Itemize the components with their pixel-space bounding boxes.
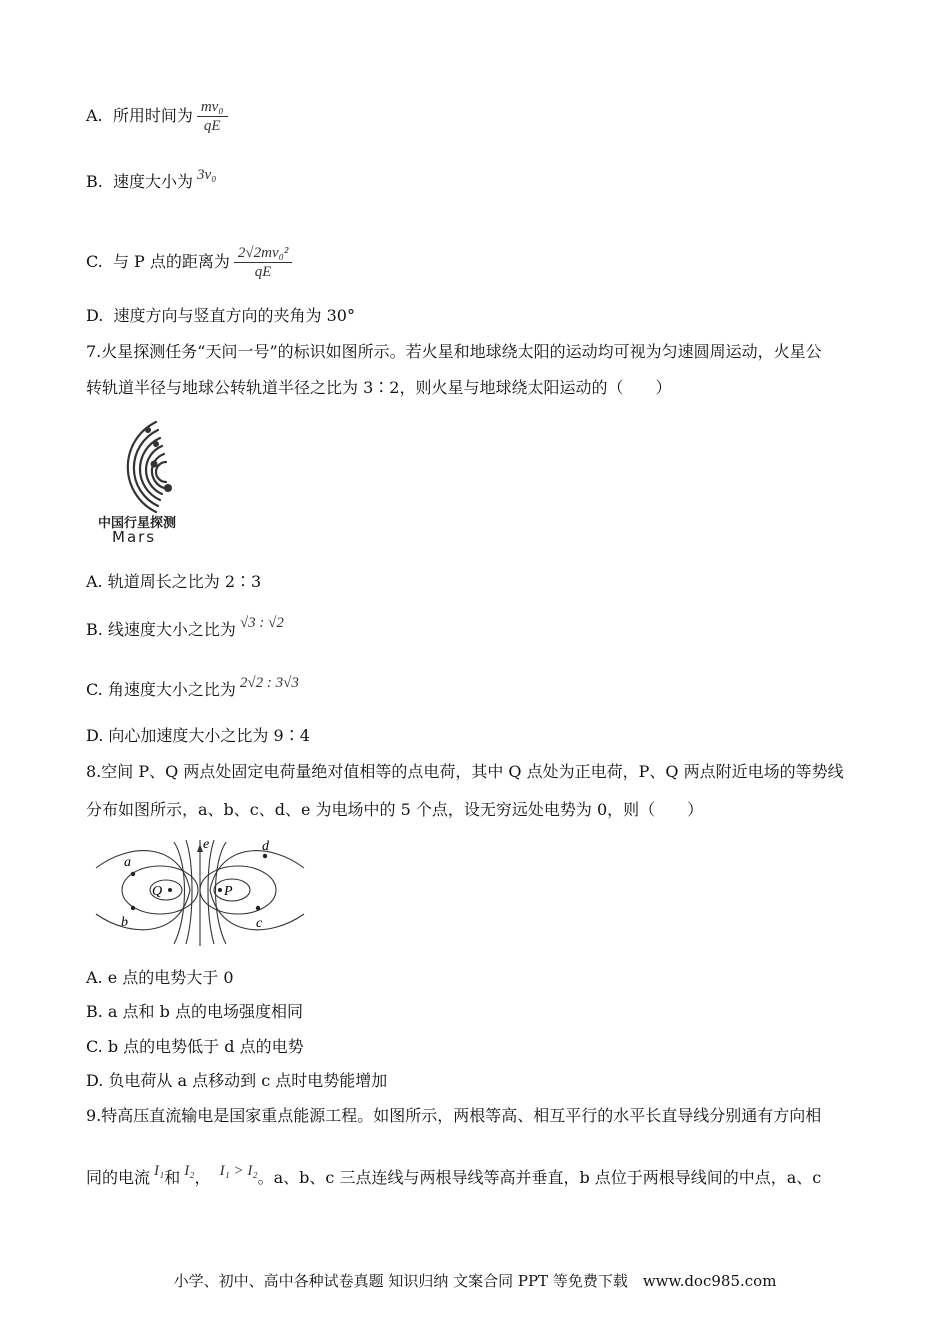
math-expression: √3 : √2	[239, 615, 284, 631]
current-condition: I₁ > I₂	[219, 1163, 258, 1179]
q8-option-c: C. b 点的电势低于 d 点的电势	[86, 1037, 304, 1056]
option-label: B.	[86, 172, 103, 191]
option-label: A.	[86, 106, 103, 125]
option-text: 速度大小为	[113, 172, 194, 191]
fraction-numerator: mv₀	[197, 98, 228, 117]
option-text: 所用时间为	[112, 106, 193, 125]
current-I2: I₂	[184, 1163, 195, 1179]
math-expression: 2√2 : 3√3	[239, 675, 299, 691]
label-e: e	[203, 837, 210, 852]
math-expression: 3v₀	[197, 167, 217, 183]
logo-text-en: Mars	[112, 528, 157, 546]
label-a: a	[124, 855, 131, 870]
label-b: b	[121, 915, 128, 930]
q6-option-c	[86, 244, 292, 281]
option-text: B. 线速度大小之比为	[86, 620, 236, 639]
equipotential-diagram	[90, 834, 310, 948]
fraction	[234, 244, 292, 281]
label-c: c	[256, 916, 263, 931]
q9-stem-line-2: 同的电流 I₁和 I₂， I₁ > I₂。a、b、c 三点连线与两根导线等高并垂直，b 点位于两根导线间的中点，a、c	[86, 1163, 822, 1187]
equipotential-figure	[90, 834, 310, 948]
stem-text: 和	[164, 1168, 181, 1187]
q8-option-a: A. e 点的电势大于 0	[86, 968, 234, 987]
logo-text-cn: 中国行星探测	[98, 516, 177, 531]
q7-stem-line-2: 转轨道半径与地球公转轨道半径之比为 3∶2，则火星与地球绕太阳运动的（ ）	[86, 378, 672, 397]
fraction-denominator: qE	[254, 264, 272, 280]
q9-stem-line-1: 9.特高压直流输电是国家重点能源工程。如图所示，两根等高、相互平行的水平长直导线分别通有方向相	[86, 1106, 822, 1125]
option-label: D.	[86, 306, 104, 325]
stem-text: 同的电流	[86, 1168, 151, 1187]
label-d: d	[262, 839, 269, 854]
fraction-numerator: 2√2mv₀²	[234, 244, 292, 263]
page-footer: 小学、初中、高中各种试卷真题 知识归纳 文案合同 PPT 等免费下载 www.doc985.com	[173, 1272, 777, 1290]
q8-stem-line-2: 分布如图所示，a、b、c、d、e 为电场中的 5 个点，设无穷远处电势为 0，则（ ）	[86, 800, 704, 819]
q7-option-b	[86, 615, 284, 641]
stem-text: 。a、b、c 三点连线与两根导线等高并垂直，b 点位于两根导线间的中点，a、c	[257, 1168, 822, 1187]
label-P: P	[224, 884, 233, 899]
fraction	[197, 98, 228, 135]
mars-logo	[96, 408, 216, 548]
option-text: C. 角速度大小之比为	[86, 680, 236, 699]
q8-stem-line-1: 8.空间 P、Q 两点处固定电荷量绝对值相等的点电荷，其中 Q 点处为正电荷，P、Q 两点附近电场的等势线	[86, 762, 844, 781]
fraction-denominator: qE	[203, 118, 221, 134]
q6-option-d	[86, 306, 355, 326]
q7-option-a: A. 轨道周长之比为 2∶3	[86, 572, 262, 591]
current-I1: I₁	[154, 1163, 165, 1179]
option-label: C.	[86, 252, 103, 271]
q7-stem-line-1: 7.火星探测任务“天问一号”的标识如图所示。若火星和地球绕太阳的运动均可视为匀速圆周运动，火星公	[86, 342, 822, 361]
q6-option-b	[86, 167, 217, 193]
option-text: 速度方向与竖直方向的夹角为 30°	[113, 306, 355, 325]
q6-option-a	[86, 98, 228, 135]
q7-option-c	[86, 675, 299, 701]
label-Q: Q	[152, 884, 163, 899]
q8-option-d: D. 负电荷从 a 点移动到 c 点时电势能增加	[86, 1071, 388, 1090]
q8-option-b: B. a 点和 b 点的电场强度相同	[86, 1002, 303, 1021]
q7-option-d: D. 向心加速度大小之比为 9∶4	[86, 726, 310, 745]
option-text: 与 P 点的距离为	[112, 252, 230, 271]
